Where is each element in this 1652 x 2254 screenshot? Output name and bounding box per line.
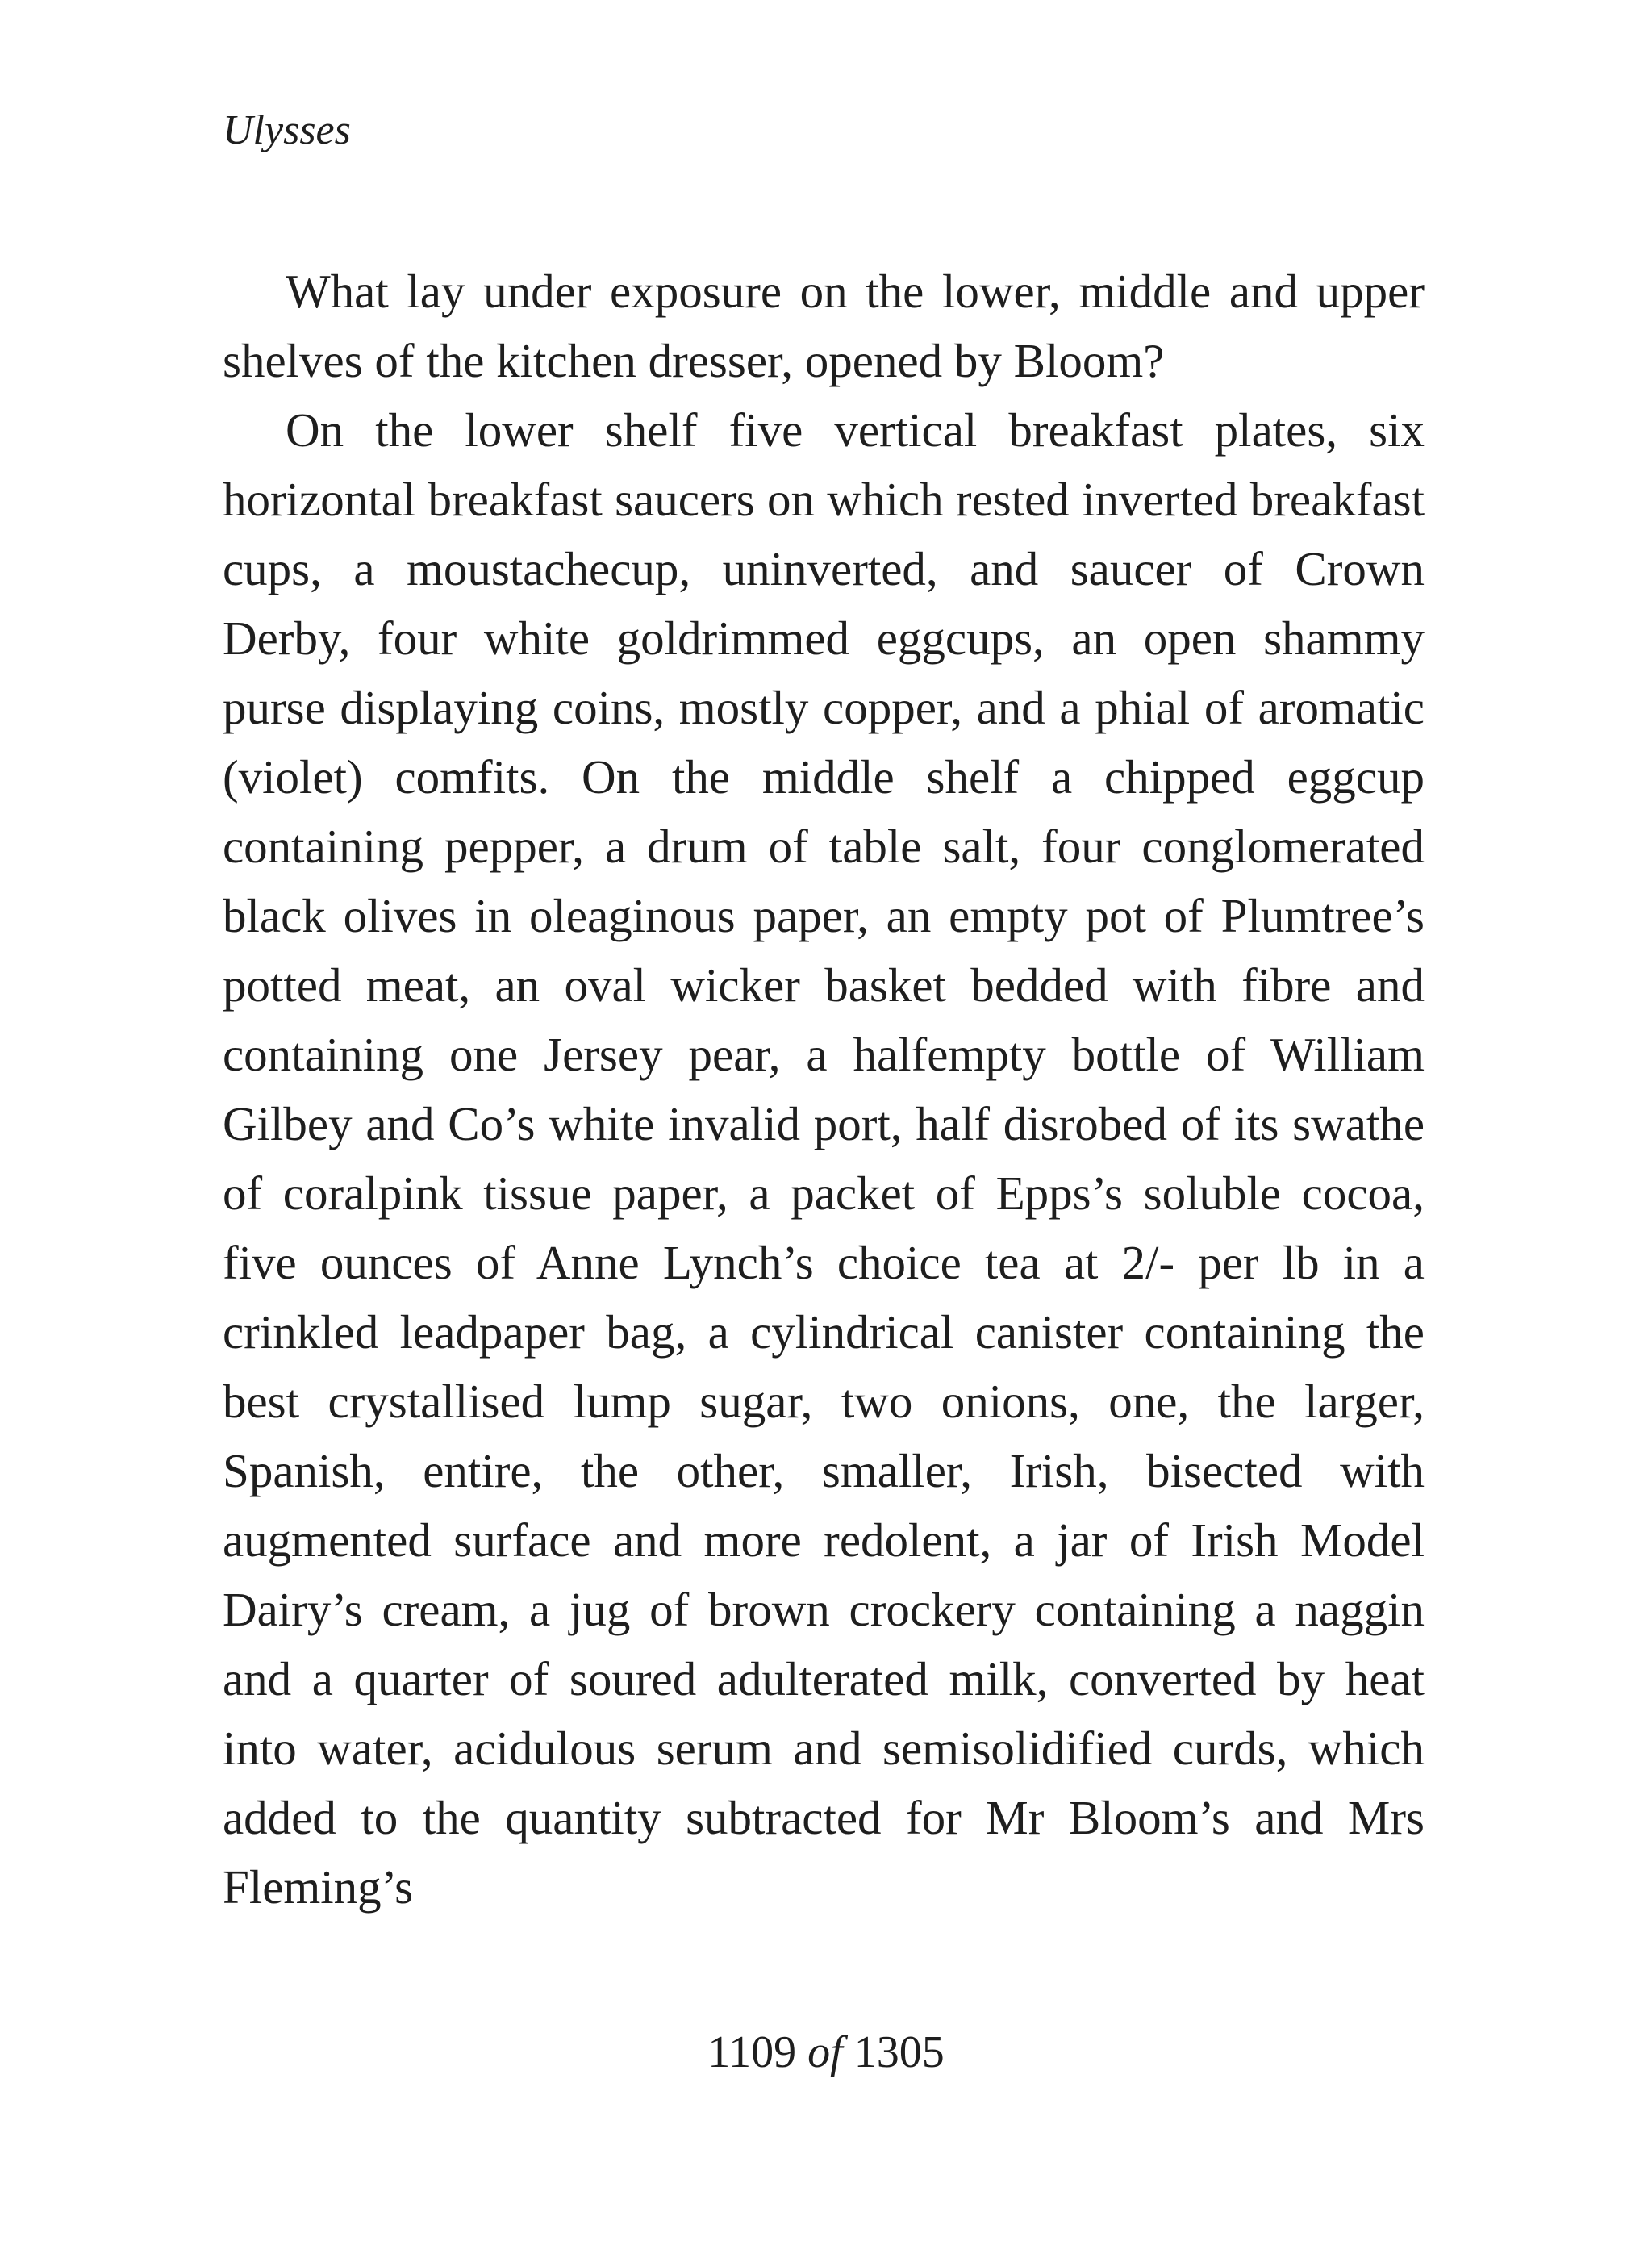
running-title: Ulysses: [223, 107, 351, 153]
page-of-label: of: [807, 2027, 843, 2077]
page-body: [223, 257, 1425, 1922]
paragraph-answer: On the lower shelf five vertical breakfast plates, six horizontal breakfast saucers on which rested inverted breakfast cups, a moustachecup, uninverted, and saucer of Crown Derby, four white goldrimmed eggcups, an open shammy purse displaying coins, mostly copper, and a phial of aromatic (violet) comfits. On the middle shelf a chipped eggcup containing pepper, a drum of table salt, four conglomerated black olives in oleaginous paper, an empty pot of Plumtree’s potted meat, an oval wicker basket bedded with fibre and containing one Jersey pear, a halfempty bottle of William Gilbey and Co’s white invalid port, half disrobed of its swathe of coralpink tissue paper, a packet of Epps’s soluble cocoa, five ounces of Anne Lynch’s choice tea at 2/- per lb in a crinkled leadpaper bag, a cylindrical canister containing the best crystallised lump sugar, two onions, one, the larger, Spanish, entire, the other, smaller, Irish, bisected with augmented surface and more redolent, a jar of Irish Model Dairy’s cream, a jug of brown crockery containing a naggin and a quarter of soured adulterated milk, converted by heat into water, acidulous serum and semisolidified curds, which added to the quantity subtracted for Mr Bloom’s and Mrs Fleming’s: [223, 403, 1425, 1914]
total-pages-number: 1305: [853, 2027, 945, 2077]
paragraph-question: What lay under exposure on the lower, middle and upper shelves of the kitchen dresser, opened by Bloom?: [223, 265, 1425, 387]
page-number: [0, 2027, 1652, 2077]
current-page-number: 1109: [707, 2027, 797, 2077]
